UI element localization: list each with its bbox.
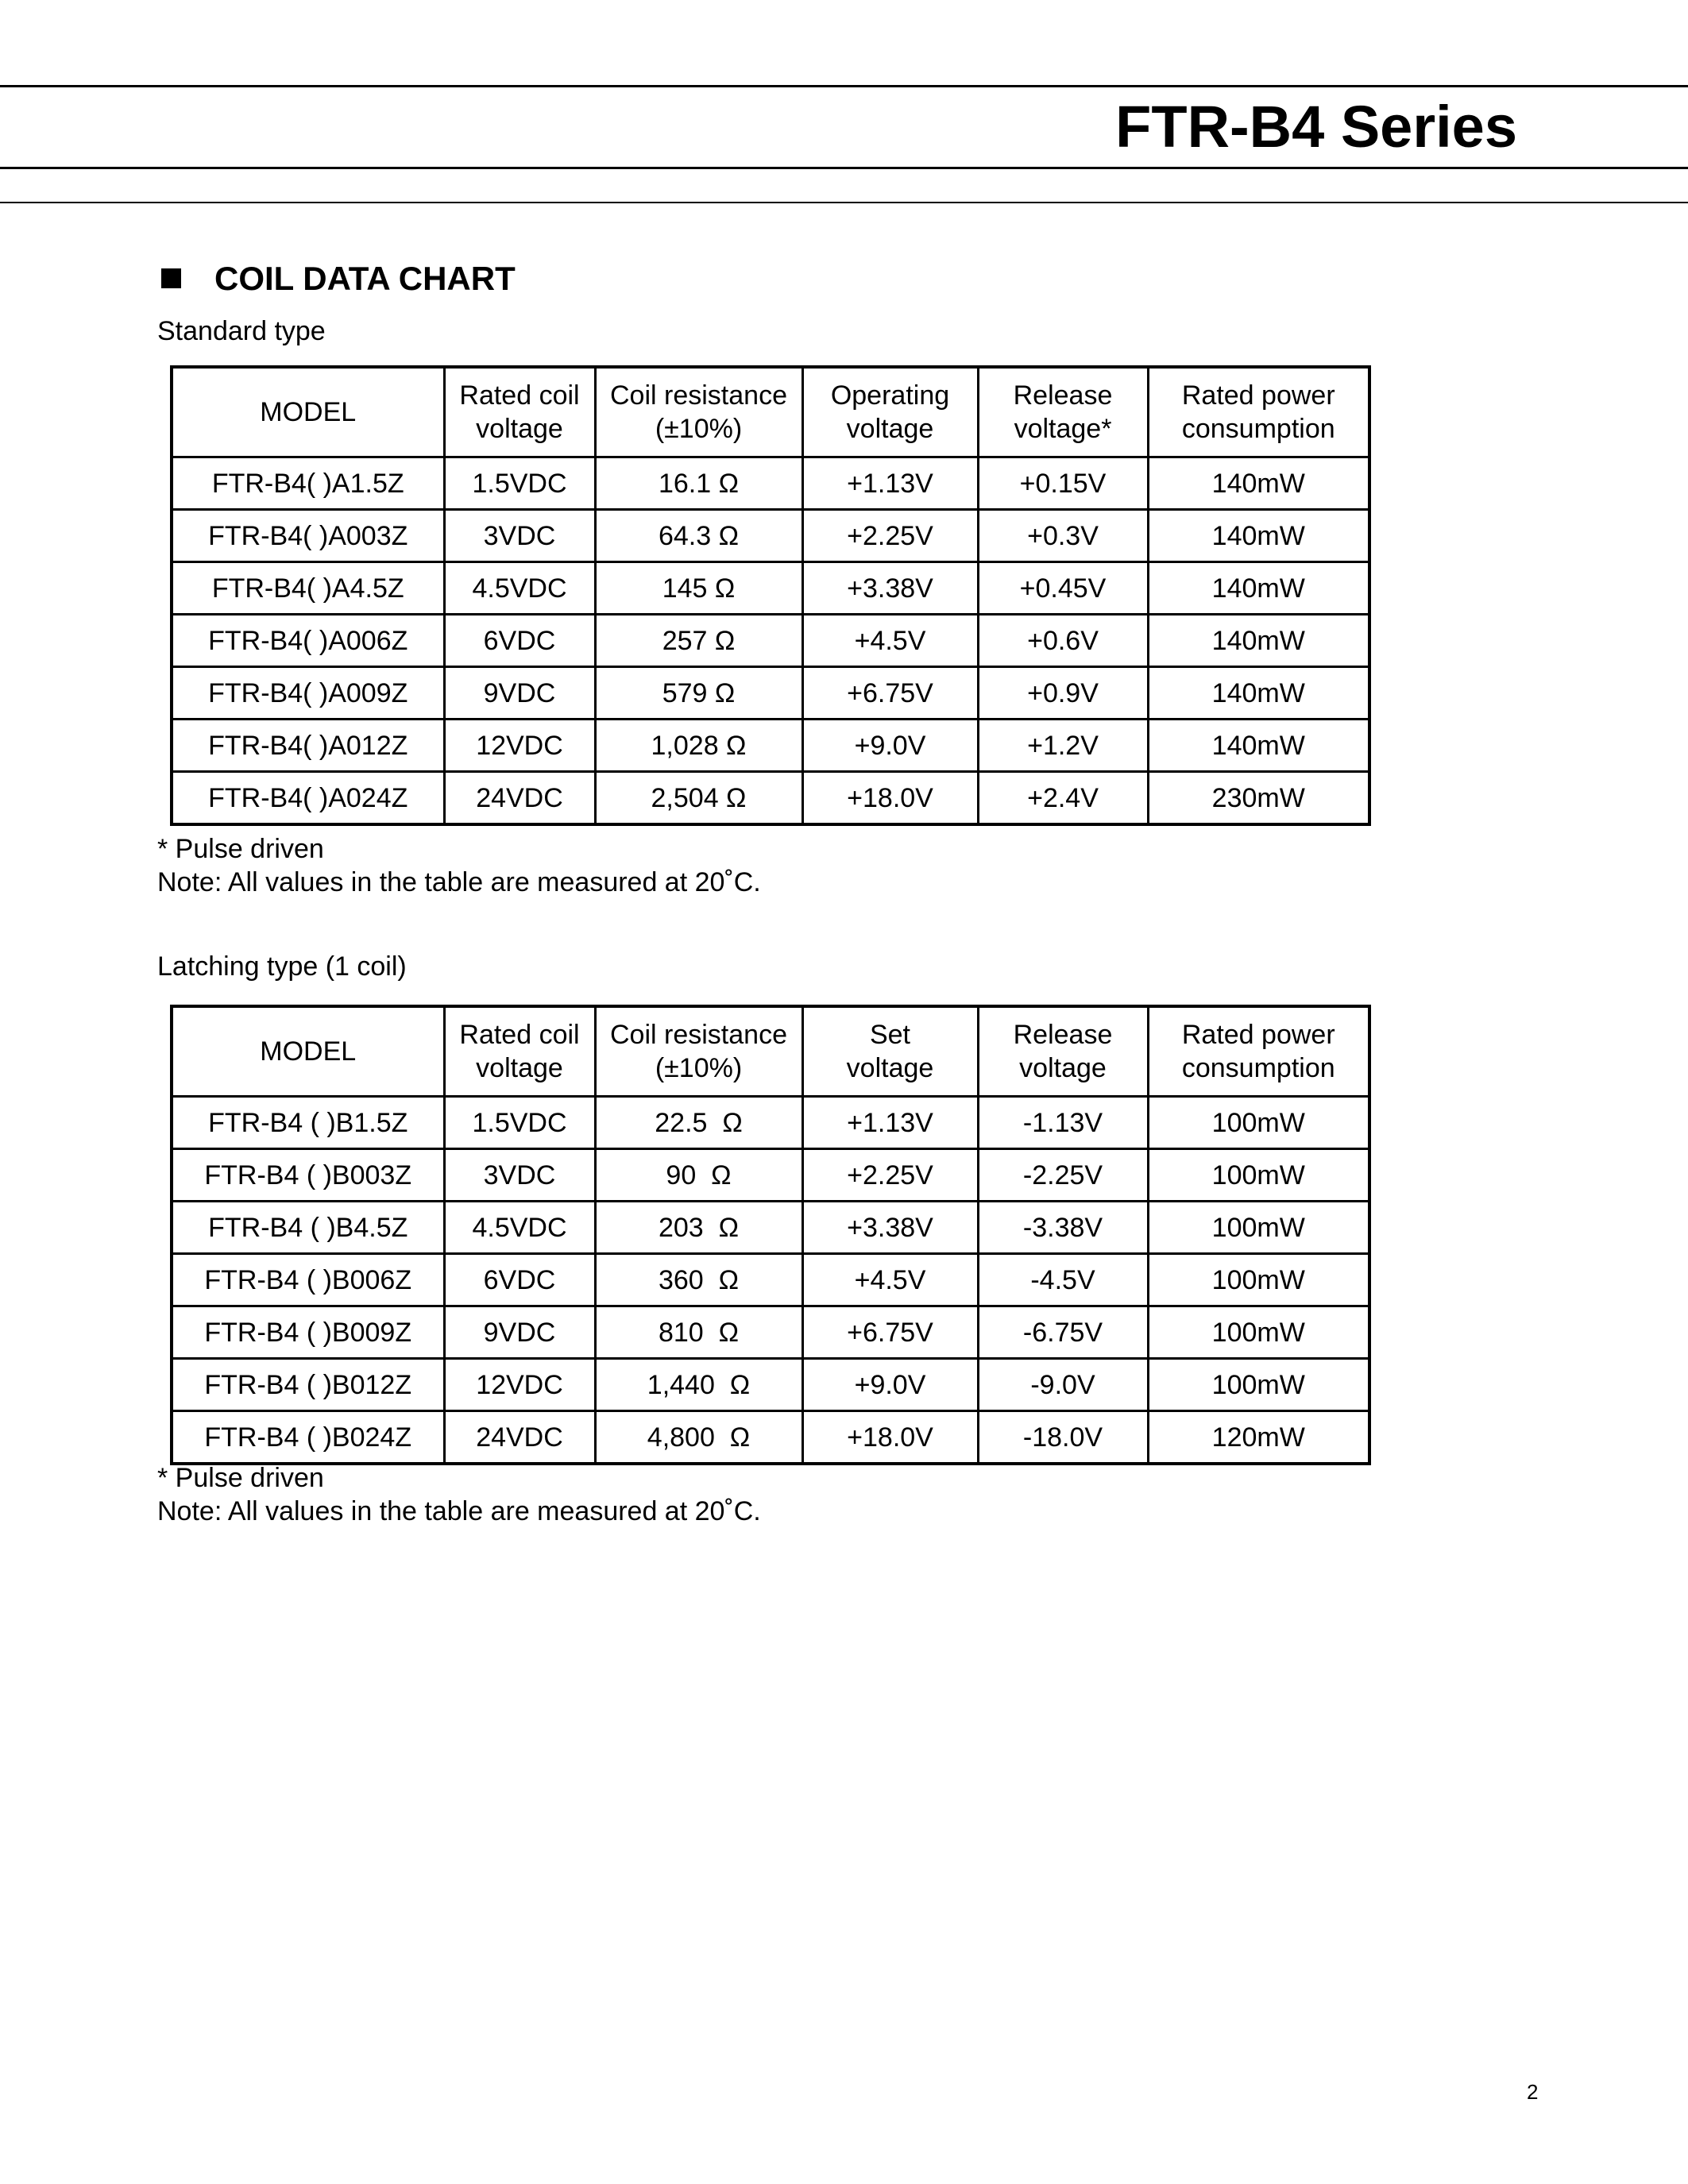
table-row [172, 1359, 1369, 1411]
table-cell: +0.3V [978, 510, 1148, 562]
standard-footnote-temperature: Note: All values in the table are measured at 20˚C. [157, 867, 761, 897]
page-number: 2 [1527, 2080, 1539, 2104]
column-header-line: Coil resistance [610, 1020, 787, 1050]
table-cell: 100mW [1148, 1202, 1369, 1254]
column-header-line: voltage [1019, 1053, 1107, 1083]
standard-coil-table [170, 365, 1371, 826]
table-cell: 1,440 Ω [595, 1359, 802, 1411]
table-cell: 22.5 Ω [595, 1097, 802, 1149]
table-cell: 64.3 Ω [595, 510, 802, 562]
table-cell: FTR-B4( )A1.5Z [172, 457, 444, 510]
column-header-line: MODEL [260, 397, 357, 427]
table-cell: FTR-B4 ( )B003Z [172, 1149, 444, 1202]
column-header [444, 367, 595, 457]
table-cell: 100mW [1148, 1359, 1369, 1411]
table-row [172, 1202, 1369, 1254]
table-cell: -9.0V [978, 1359, 1148, 1411]
table-cell: 120mW [1148, 1411, 1369, 1464]
column-header-line: consumption [1181, 414, 1335, 444]
column-header [1148, 367, 1369, 457]
table-header-row [172, 367, 1369, 457]
column-header [595, 1006, 802, 1097]
column-header-line: voltage [846, 1053, 934, 1083]
column-header [172, 1006, 444, 1097]
table-cell: 4.5VDC [444, 1202, 595, 1254]
table-cell: 4,800 Ω [595, 1411, 802, 1464]
table-cell: +0.6V [978, 615, 1148, 667]
column-header [978, 367, 1148, 457]
column-header-line: voltage [846, 414, 934, 444]
column-header [1148, 1006, 1369, 1097]
table-cell: 140mW [1148, 510, 1369, 562]
table-cell: 100mW [1148, 1254, 1369, 1306]
column-header [802, 1006, 978, 1097]
table-cell: 9VDC [444, 667, 595, 720]
table-cell: +6.75V [802, 667, 978, 720]
table-cell: 100mW [1148, 1149, 1369, 1202]
table-cell: 1.5VDC [444, 457, 595, 510]
table-cell: 90 Ω [595, 1149, 802, 1202]
table-cell: +0.9V [978, 667, 1148, 720]
table-cell: +2.4V [978, 772, 1148, 825]
column-header-line: Release [1013, 1020, 1113, 1050]
table-cell: 6VDC [444, 615, 595, 667]
table-row [172, 510, 1369, 562]
column-header-line: voltage [476, 414, 563, 444]
table-cell: 2,504 Ω [595, 772, 802, 825]
table-cell: 140mW [1148, 667, 1369, 720]
table-cell: +0.45V [978, 562, 1148, 615]
table-cell: FTR-B4 ( )B024Z [172, 1411, 444, 1464]
table-row [172, 562, 1369, 615]
column-header [172, 367, 444, 457]
table-cell: +9.0V [802, 1359, 978, 1411]
table-row [172, 720, 1369, 772]
table-row [172, 1411, 1369, 1464]
header-rule-middle [0, 167, 1688, 169]
table-cell: +18.0V [802, 772, 978, 825]
table-cell: 145 Ω [595, 562, 802, 615]
table-cell: -1.13V [978, 1097, 1148, 1149]
table-cell: 9VDC [444, 1306, 595, 1359]
table-header-row [172, 1006, 1369, 1097]
table-cell: 3VDC [444, 1149, 595, 1202]
table-cell: FTR-B4( )A006Z [172, 615, 444, 667]
column-header-line: Release [1013, 380, 1113, 411]
table-cell: FTR-B4 ( )B012Z [172, 1359, 444, 1411]
table-cell: -6.75V [978, 1306, 1148, 1359]
column-header-line: voltage* [1014, 414, 1112, 444]
table-cell: +9.0V [802, 720, 978, 772]
table-cell: +2.25V [802, 510, 978, 562]
column-header-line: (±10%) [655, 1053, 743, 1083]
table-cell: -18.0V [978, 1411, 1148, 1464]
table-cell: 230mW [1148, 772, 1369, 825]
column-header-line: MODEL [260, 1036, 357, 1067]
table-cell: +0.15V [978, 457, 1148, 510]
table-cell: 140mW [1148, 720, 1369, 772]
column-header [595, 367, 802, 457]
table-cell: FTR-B4( )A003Z [172, 510, 444, 562]
table-cell: 140mW [1148, 562, 1369, 615]
latching-type-caption: Latching type (1 coil) [157, 951, 407, 982]
table-cell: +18.0V [802, 1411, 978, 1464]
table-cell: FTR-B4 ( )B1.5Z [172, 1097, 444, 1149]
table-cell: 12VDC [444, 720, 595, 772]
table-row [172, 667, 1369, 720]
table-cell: FTR-B4 ( )B4.5Z [172, 1202, 444, 1254]
table-row [172, 1097, 1369, 1149]
table-row [172, 772, 1369, 825]
table-cell: 4.5VDC [444, 562, 595, 615]
table-cell: +4.5V [802, 615, 978, 667]
column-header [444, 1006, 595, 1097]
table-cell: +6.75V [802, 1306, 978, 1359]
section-title: COIL DATA CHART [214, 260, 516, 297]
column-header-line: Set [869, 1020, 911, 1050]
table-cell: 24VDC [444, 772, 595, 825]
column-header-line: Rated power [1181, 380, 1335, 411]
table-cell: FTR-B4 ( )B009Z [172, 1306, 444, 1359]
table-cell: +1.13V [802, 1097, 978, 1149]
table-cell: 140mW [1148, 457, 1369, 510]
table-cell: +3.38V [802, 562, 978, 615]
table-cell: FTR-B4( )A012Z [172, 720, 444, 772]
table-row [172, 1306, 1369, 1359]
table-cell: 100mW [1148, 1097, 1369, 1149]
standard-type-caption: Standard type [157, 316, 326, 346]
table-cell: -3.38V [978, 1202, 1148, 1254]
column-header-line: Rated power [1181, 1020, 1335, 1050]
table-row [172, 1254, 1369, 1306]
table-cell: +2.25V [802, 1149, 978, 1202]
table-cell: 16.1 Ω [595, 457, 802, 510]
table-cell: +3.38V [802, 1202, 978, 1254]
latching-coil-table [170, 1005, 1371, 1465]
column-header-line: Rated coil [459, 380, 580, 411]
column-header-line: Coil resistance [610, 380, 787, 411]
table-cell: -2.25V [978, 1149, 1148, 1202]
table-cell: 257 Ω [595, 615, 802, 667]
column-header-line: Rated coil [459, 1020, 580, 1050]
series-title: FTR-B4 Series [1115, 94, 1517, 160]
table-row [172, 1149, 1369, 1202]
table-cell: 6VDC [444, 1254, 595, 1306]
table-cell: FTR-B4( )A024Z [172, 772, 444, 825]
table-cell: 1.5VDC [444, 1097, 595, 1149]
column-header [802, 367, 978, 457]
standard-footnote-pulse: * Pulse driven [157, 834, 324, 864]
square-bullet-icon [161, 268, 181, 288]
table-cell: 100mW [1148, 1306, 1369, 1359]
table-cell: 3VDC [444, 510, 595, 562]
column-header-line: Operating [830, 380, 950, 411]
table-cell: 140mW [1148, 615, 1369, 667]
table-cell: 1,028 Ω [595, 720, 802, 772]
table-row [172, 457, 1369, 510]
table-cell: 810 Ω [595, 1306, 802, 1359]
column-header-line: consumption [1181, 1053, 1335, 1083]
table-cell: FTR-B4( )A4.5Z [172, 562, 444, 615]
column-header-line: voltage [476, 1053, 563, 1083]
table-cell: 12VDC [444, 1359, 595, 1411]
table-cell: 579 Ω [595, 667, 802, 720]
table-cell: +1.13V [802, 457, 978, 510]
table-cell: FTR-B4( )A009Z [172, 667, 444, 720]
latching-footnote-pulse: * Pulse driven [157, 1463, 324, 1493]
table-cell: FTR-B4 ( )B006Z [172, 1254, 444, 1306]
table-row [172, 615, 1369, 667]
table-cell: 24VDC [444, 1411, 595, 1464]
table-cell: 360 Ω [595, 1254, 802, 1306]
table-cell: +1.2V [978, 720, 1148, 772]
column-header [978, 1006, 1148, 1097]
table-cell: -4.5V [978, 1254, 1148, 1306]
table-cell: 203 Ω [595, 1202, 802, 1254]
table-cell: +4.5V [802, 1254, 978, 1306]
header-rule-bottom [0, 202, 1688, 203]
latching-footnote-temperature: Note: All values in the table are measured at 20˚C. [157, 1496, 761, 1526]
column-header-line: (±10%) [655, 414, 743, 444]
